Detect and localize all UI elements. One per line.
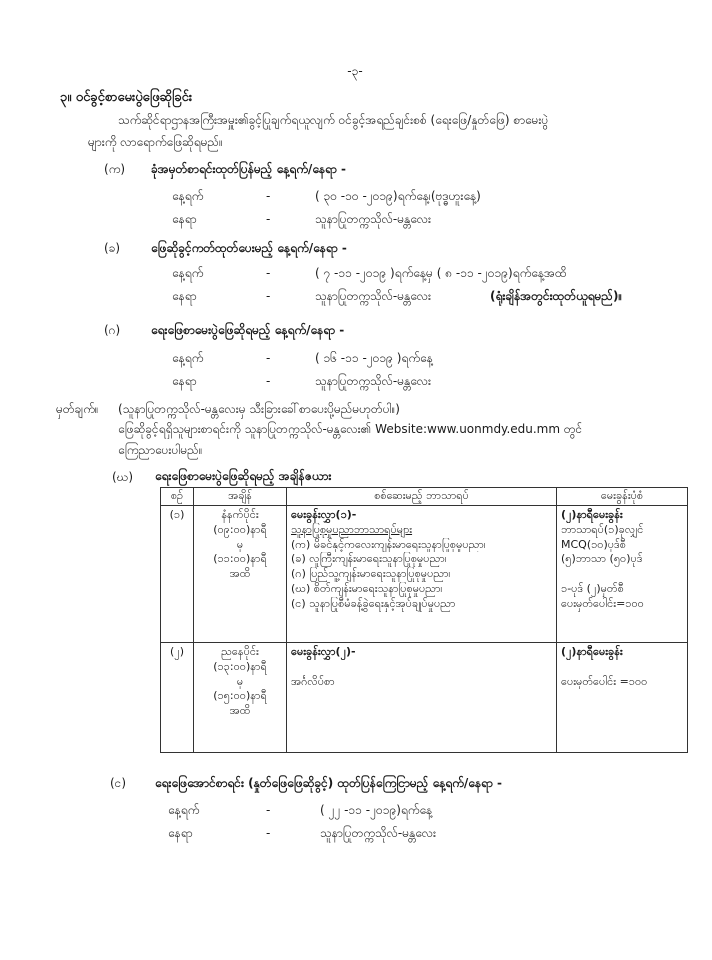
row2-time-line: (၁၅:၀၀)နာရီ: [213, 689, 267, 703]
header-format: မေးခွန်းပုံစံ: [557, 488, 688, 506]
row1-time-line: နံနက်ပိုင်း: [221, 507, 259, 521]
row1-time: [194, 505, 287, 642]
nga-heading: ရေးဖြေအောင်စာရင်း (နှုတ်ဖြေဖြေဆိုခွင့်) ထုတ်ပြန်ကြေငြာမည့် နေ့ရက်/နေရာ -: [155, 776, 503, 790]
kha-heading: ဖြေဆိုခွင့်ကတ်ထုတ်ပေးမည့် နေ့ရက်/နေရာ -: [151, 241, 347, 255]
row1-format-line: MCQ(၁၀)ပုဒ်စီ: [561, 537, 626, 551]
exam-schedule-table: [160, 487, 688, 753]
ga-date-dash: -: [266, 351, 271, 365]
row1-format-line: ပေးမှတ်ပေါင်း=၁၀၀: [561, 596, 644, 610]
ka-date-value: ( ၃၀ -၁၀ -၂၀၁၉)ရက်နေ့၊(ဗုဒ္ဓဟူးနေ့): [315, 189, 481, 203]
ka-place-label: နေရာ: [172, 212, 197, 226]
row2-format: [557, 642, 688, 752]
remark-line1: (သူနာပြုတက္ကသိုလ်-မန္တလေးမှ သီးခြားခေါ်စာပေးပို့မည်မဟုတ်ပါ။): [118, 402, 400, 416]
remark-line2: ဖြေဆိုခွင့်ရရှိသူများစာရင်းကို သူနာပြုတက္ကသိုလ်-မန္တလေး၏ Website:www.uonmdy.edu.mm တွင်: [118, 422, 583, 436]
row1-time-line: (၁၁:၀၀)နာရီ: [213, 552, 267, 566]
nga-date-label: နေ့ရက်: [168, 803, 200, 817]
row1-subject: [287, 505, 557, 642]
page-number: -၃-: [347, 64, 363, 78]
nga-place-dash: -: [266, 826, 271, 840]
ka-place-dash: -: [266, 212, 271, 226]
ka-heading: ခုံအမှတ်စာရင်းထုတ်ပြန်မည့် နေ့ရက်/နေရာ -: [151, 162, 347, 176]
ga-place-value: သူနာပြုတက္ကသိုလ်-မန္တလေး: [315, 374, 432, 388]
row1-subject-sub: သူနာပြုစုမှုပညာဘာသာရပ်များ: [291, 522, 413, 536]
row1-format-line: ၁-ပုဒ် (၂)မှတ်စီ: [561, 582, 624, 596]
row1-subject-item: (ဂ) ပြည်သူ့ကျန်းမာရေးသူနာပြုစုမှုပညာ၊: [291, 567, 451, 581]
kha-marker: (ခ): [104, 241, 121, 255]
gha-heading: ရေးဖြေစာမေးပွဲဖြေဆိုရမည့် အချိန်ဇယား: [155, 469, 332, 483]
row1-subject-item: (င) သူနာပြုစီမံခန့်ခွဲရေးနှင့်အုပ်ချုပ်မှုပညာ: [291, 596, 456, 610]
row2-time-line: (၁၃:၀၀)နာရီ: [213, 659, 267, 673]
row2-format-line: [561, 660, 683, 675]
header-no: စဉ်: [161, 488, 194, 506]
kha-place-note: (ရုံးချိန်အတွင်းထုတ်ယူရမည်)။: [490, 289, 623, 303]
ka-date-dash: -: [266, 189, 271, 203]
kha-place-label: နေရာ: [172, 289, 197, 303]
ka-marker: (က): [104, 162, 126, 176]
row2-time: [194, 642, 287, 752]
section-title: ၃။ ဝင်ခွင့်စာမေးပွဲဖြေဆိုခြင်း: [60, 90, 193, 105]
ga-heading: ရေးဖြေစာမေးပွဲဖြေဆိုရမည့် နေ့ရက်/နေရာ -: [151, 323, 345, 337]
row2-time-line: အထိ: [229, 704, 251, 718]
kha-date-dash: -: [266, 266, 271, 280]
row1-time-line: အထိ: [229, 567, 251, 581]
row2-subject: [287, 642, 557, 752]
row1-subject-item: (က) မိခင်နှင့်ကလေးကျန်းမာရေးသူနာပြုစုမှုပညာ၊: [291, 537, 486, 551]
row1-format-line: (၂)နာရီမေးခွန်း: [561, 507, 623, 521]
table-row: [161, 642, 688, 752]
row2-subject-title: မေးခွန်းလွှာ(၂)-: [291, 644, 356, 658]
row2-format-line: (၂)နာရီမေးခွန်း: [561, 644, 623, 658]
row1-format-line: [561, 567, 683, 582]
nga-date-dash: -: [266, 803, 271, 817]
section-intro-line2: များကို လာရောက်ဖြေဆိုရမည်။: [88, 135, 223, 149]
row1-format-line: (၅)ဘာသာ (၅၀)ပုဒ်: [561, 552, 643, 566]
row1-time-line: မှ: [236, 537, 244, 551]
ga-place-label: နေရာ: [172, 374, 197, 388]
row2-format-line: ပေးမှတ်ပေါင်း =၁၀၀: [561, 674, 648, 688]
header-subject: စစ်ဆေးမည့် ဘာသာရပ်: [287, 488, 557, 506]
ga-date-value: ( ၁၆ -၁၁ -၂၀၁၉ )ရက်နေ့: [315, 351, 433, 365]
header-time: အချိန်: [194, 488, 287, 506]
row1-time-line: (၀၉:၀၀)နာရီ: [213, 522, 267, 536]
table-header-row: [161, 488, 688, 506]
remark-label: မှတ်ချက်။: [56, 402, 99, 416]
remark-line3: ကြေညာပေးပါမည်။: [118, 443, 203, 457]
row1-subject-item: (ခ) လူကြီးကျန်းမာရေးသူနာပြုစုမှုပညာ၊: [291, 552, 447, 566]
row1-format-line: ဘာသာရပ်(၁)ခုလျှင်: [561, 522, 644, 536]
row1-subject-title: မေးခွန်းလွှာ(၁)-: [291, 507, 357, 521]
ka-place-value: သူနာပြုတက္ကသိုလ်-မန္တလေး: [315, 212, 432, 226]
kha-date-label: နေ့ရက်: [172, 266, 204, 280]
nga-place-label: နေရာ: [168, 826, 193, 840]
kha-place-value: သူနာပြုတက္ကသိုလ်-မန္တလေး: [315, 289, 432, 303]
row2-no: (၂): [161, 642, 194, 752]
table-row: [161, 505, 688, 642]
row2-subject-item: အင်္ဂလိပ်စာ: [291, 674, 335, 688]
ga-marker: (ဂ): [104, 323, 121, 337]
row2-subject-spacer: [291, 660, 552, 675]
row2-time-line: ညနေပိုင်း: [221, 644, 259, 658]
section-intro-line1: သက်ဆိုင်ရာဌာနအကြီးအမှူး၏ခွင့်ပြုချက်ရယူလျက် ဝင်ခွင့်အရည်ချင်းစစ် (ရေးဖြေ/နှုတ်ဖြေ) စာမေးပွဲ: [118, 113, 549, 127]
kha-place-dash: -: [266, 289, 271, 303]
row1-format: [557, 505, 688, 642]
nga-place-value: သူနာပြုတက္ကသိုလ်-မန္တလေး: [320, 826, 437, 840]
row1-subject-item: (ဃ) စိတ်ကျန်းမာရေးသူနာပြုစုမှုပညာ၊: [291, 582, 443, 596]
nga-marker: (င): [110, 776, 127, 790]
ka-date-label: နေ့ရက်: [172, 189, 204, 203]
gha-marker: (ဃ): [112, 470, 134, 484]
ga-place-dash: -: [266, 374, 271, 388]
row2-time-line: မှ: [236, 674, 244, 688]
nga-date-value: ( ၂၂ -၁၁ -၂၀၁၉)ရက်နေ့: [320, 803, 433, 817]
ga-date-label: နေ့ရက်: [172, 351, 204, 365]
row1-no: (၁): [161, 505, 194, 642]
kha-date-value: ( ၇ -၁၁ -၂၀၁၉ )ရက်နေ့မှ ( ၈ -၁၁ -၂၀၁၉)ရက်နေ့အထိ: [315, 266, 567, 280]
